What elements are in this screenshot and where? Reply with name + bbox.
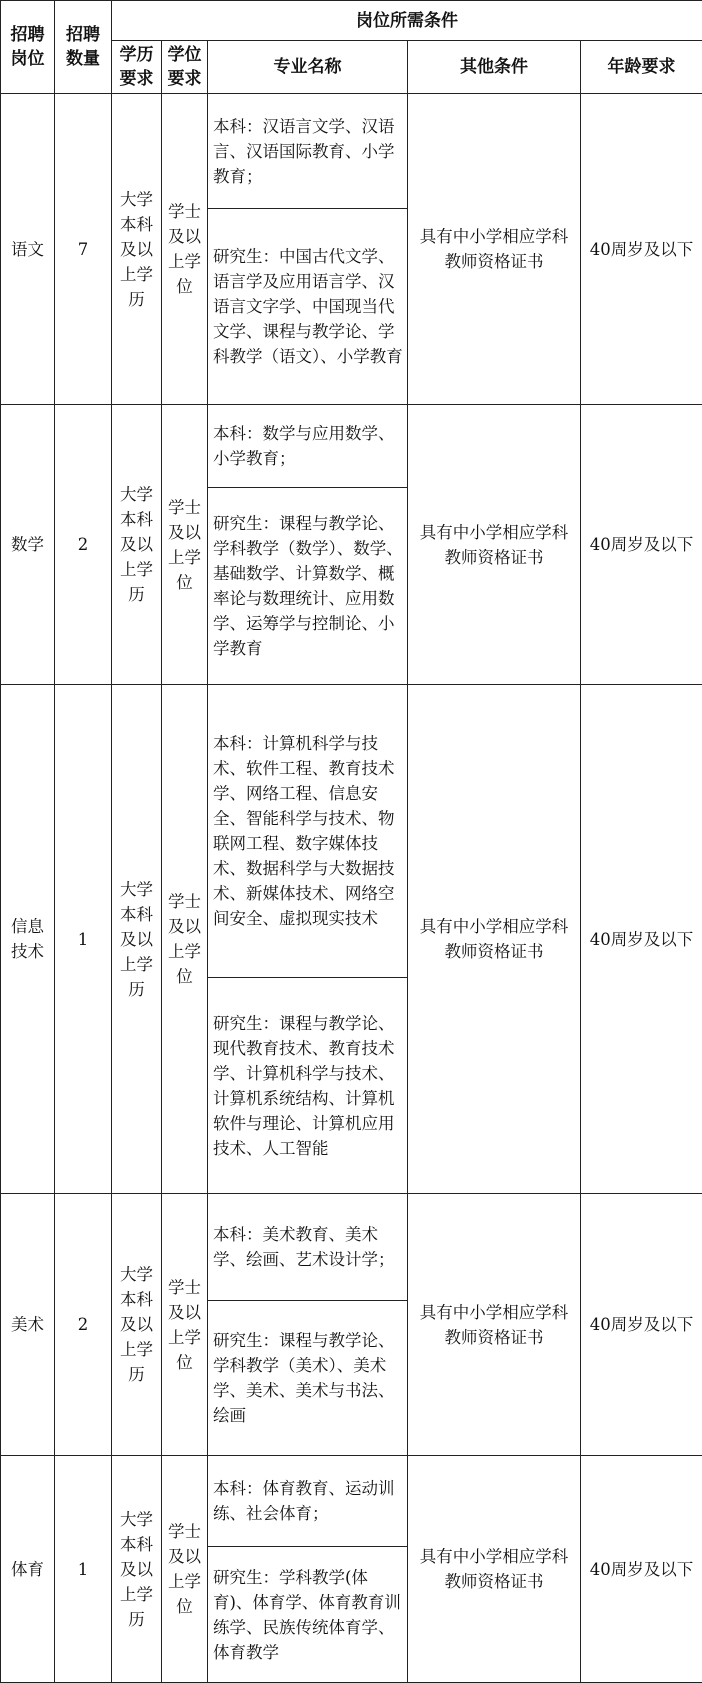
cell-other: 具有中小学相应学科教师资格证书 [408,94,581,405]
cell-major-undergrad: 本科：计算机科学与技术、软件工程、教育技术学、网络工程、信息安全、智能科学与技术、物联网工程、数字媒体技术、数据科学与大数据技术、新媒体技术、网络空间安全、虚拟现实技术 [208,685,408,978]
header-age: 年龄要求 [581,41,702,94]
cell-major-undergrad: 本科：汉语言文学、汉语言、汉语国际教育、小学教育； [208,94,408,209]
header-degree: 学位 要求 [162,41,208,94]
cell-education: 大学 本科 及以 上学 历 [112,1456,162,1683]
header-count: 招聘 数量 [55,1,112,94]
cell-other: 具有中小学相应学科教师资格证书 [408,405,581,685]
cell-count: 1 [55,1456,112,1683]
cell-age: 40周岁及以下 [581,1194,702,1456]
header-position: 招聘 岗位 [1,1,55,94]
cell-position: 语文 [1,94,55,405]
cell-degree: 学士 及以 上学 位 [162,405,208,685]
cell-position: 体育 [1,1456,55,1683]
cell-degree: 学士 及以 上学 位 [162,94,208,405]
header-major: 专业名称 [208,41,408,94]
cell-count: 1 [55,685,112,1194]
cell-education: 大学 本科 及以 上学 历 [112,94,162,405]
cell-other: 具有中小学相应学科教师资格证书 [408,1456,581,1683]
cell-age: 40周岁及以下 [581,94,702,405]
cell-age: 40周岁及以下 [581,685,702,1194]
cell-degree: 学士 及以 上学 位 [162,685,208,1194]
cell-age: 40周岁及以下 [581,1456,702,1683]
cell-education: 大学 本科 及以 上学 历 [112,685,162,1194]
cell-major-graduate: 研究生：课程与教学论、学科教学（美术）、美术学、美术、美术与书法、绘画 [208,1301,408,1456]
cell-major-graduate: 研究生：中国古代文学、语言学及应用语言学、汉语言文字学、中国现当代文学、课程与教学论、学科教学（语文）、小学教育 [208,209,408,405]
cell-count: 2 [55,1194,112,1456]
cell-position: 美术 [1,1194,55,1456]
cell-major-undergrad: 本科：数学与应用数学、小学教育； [208,405,408,488]
cell-education: 大学 本科 及以 上学 历 [112,405,162,685]
cell-count: 2 [55,405,112,685]
cell-age: 40周岁及以下 [581,405,702,685]
cell-major-graduate: 研究生：课程与教学论、学科教学（数学）、数学、基础数学、计算数学、概率论与数理统计、应用数学、运筹学与控制论、小学教育 [208,488,408,685]
cell-major-graduate: 研究生：课程与教学论、现代教育技术、教育技术学、计算机科学与技术、计算机系统结构、计算机软件与理论、计算机应用技术、人工智能 [208,978,408,1194]
cell-count: 7 [55,94,112,405]
header-requirements-group: 岗位所需条件 [112,1,702,41]
cell-education: 大学 本科 及以 上学 历 [112,1194,162,1456]
cell-position: 信息 技术 [1,685,55,1194]
cell-major-graduate: 研究生：学科教学(体育)、体育学、体育教育训练学、民族传统体育学、体育教学 [208,1547,408,1683]
cell-other: 具有中小学相应学科教师资格证书 [408,1194,581,1456]
cell-degree: 学士 及以 上学 位 [162,1194,208,1456]
cell-major-undergrad: 本科：体育教育、运动训练、社会体育； [208,1456,408,1547]
header-other: 其他条件 [408,41,581,94]
cell-position: 数学 [1,405,55,685]
cell-degree: 学士 及以 上学 位 [162,1456,208,1683]
cell-major-undergrad: 本科：美术教育、美术学、绘画、艺术设计学； [208,1194,408,1301]
header-education: 学历 要求 [112,41,162,94]
cell-other: 具有中小学相应学科教师资格证书 [408,685,581,1194]
